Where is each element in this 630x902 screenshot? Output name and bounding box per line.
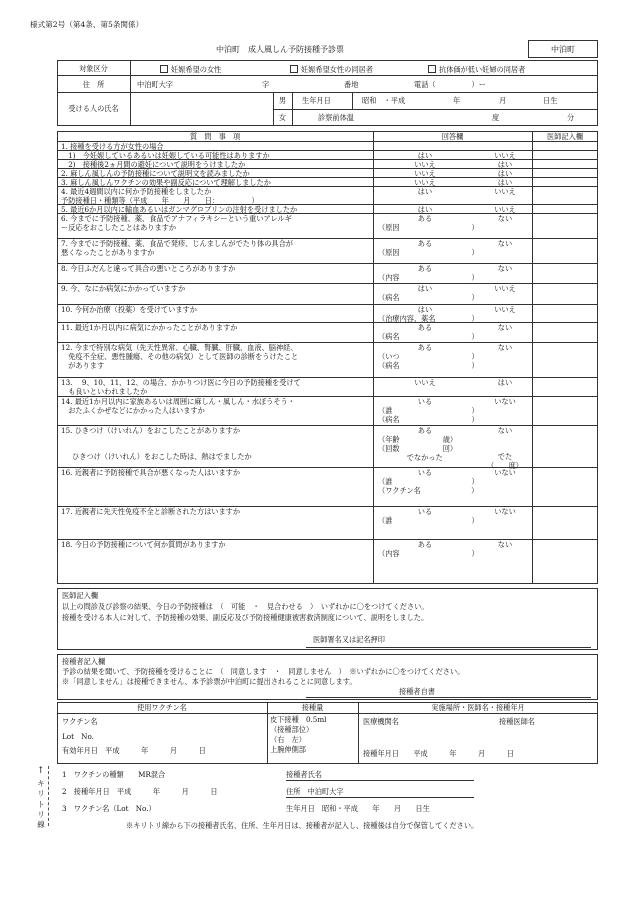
vaccine-site: （接種部位） xyxy=(270,725,314,734)
answer-detail-field[interactable]: （誰 ） xyxy=(378,405,479,415)
answer-detail-field[interactable]: （いつ ） xyxy=(378,351,479,361)
sex-female[interactable]: 女 xyxy=(278,113,287,122)
vaccine-institution: 医療機関名 xyxy=(363,717,399,726)
answer-detail-field[interactable]: （内容 ） xyxy=(378,548,479,558)
answer-option[interactable]: はい xyxy=(497,177,513,187)
question-text: 13. 9、10、11、12、の場合、かかりつけ医に今日の予防接種を受けて xyxy=(61,377,301,387)
question-text: 5. 最近6か月以内に輸血あるいはガンマグロブリンの注射を受けましたか xyxy=(61,204,298,214)
question-text: 2) 接種後2ヵ月間の避妊について説明をうけましたか xyxy=(61,159,246,169)
answer-detail-field[interactable]: （誰 ） xyxy=(378,515,479,525)
answer-option[interactable]: はい xyxy=(417,304,433,314)
answer-detail-field[interactable]: （病名 ） xyxy=(378,360,479,370)
town-name: 中泊町 xyxy=(551,45,575,54)
stub-vaccine-type: 1 ワクチンの種類 MR混合 xyxy=(62,770,166,779)
question-text: 2. 麻しん風しんの予防接種について説明文を読みましたか xyxy=(61,168,250,178)
question-text: 6. 今までに予防接種、薬、食品でアナフィラキシーという重いアレルギ xyxy=(61,213,292,223)
patient-sign-label: 接種者自書 xyxy=(399,687,435,696)
answer-option[interactable]: いる xyxy=(417,467,433,477)
answer-option[interactable]: いいえ xyxy=(414,177,436,187)
header-answer: 回答欄 xyxy=(441,132,464,141)
vaccine-arm: 上腕伸側部 xyxy=(270,745,306,754)
answer-detail-field[interactable]: （病名 ） xyxy=(378,331,479,341)
question-text: ひきつけ（けいれん）をおこした時は、熱はでましたか xyxy=(72,452,252,461)
answer-detail-field[interactable]: （病名 ） xyxy=(378,414,479,424)
dob-year: 年 xyxy=(453,96,461,105)
patient-title: 接種者記入欄 xyxy=(62,657,106,666)
answer-option[interactable]: ある xyxy=(417,263,433,273)
answer-option[interactable]: ある xyxy=(417,322,433,332)
answer-option[interactable]: いいえ xyxy=(414,377,436,387)
answer-option[interactable]: いる xyxy=(417,396,433,406)
answer-option[interactable]: いいえ xyxy=(414,159,436,169)
question-text: 4. 最近4週間以内に何か予防接種をしましたか xyxy=(61,186,212,196)
person-name-label: 受ける人の氏名 xyxy=(68,104,119,113)
checkbox[interactable] xyxy=(428,65,436,73)
address-town: 中泊町大字 xyxy=(137,80,173,89)
question-text: があります xyxy=(61,360,105,370)
answer-detail-field[interactable]: （回数 回） xyxy=(378,443,458,453)
answer-option[interactable]: はい xyxy=(497,159,513,169)
answer-option[interactable]: はい xyxy=(417,150,433,160)
question-text: 16. 近親者に予防接種で具合が悪くなった人はいますか xyxy=(61,467,241,477)
answer-option[interactable]: はい xyxy=(417,204,433,214)
vaccine-name: ワクチン名 xyxy=(62,717,98,726)
cut-line-label: キリトリ線 xyxy=(37,779,45,829)
question-text: 12. 今まで特別な病気（先天性異常、心臓、腎臓、肝臓、血液、脳神経、 xyxy=(61,342,298,352)
answer-option[interactable]: ない xyxy=(497,342,513,352)
subject-opt2-label: 妊娠希望女性の同居者 xyxy=(301,65,373,74)
cut-arrow-icon: ↑ xyxy=(37,766,45,776)
question-text: 3. 麻しん風しんワクチンの効果や副反応について理解しましたか xyxy=(61,177,271,187)
answer-detail-field[interactable]: （原因 ） xyxy=(378,247,479,257)
vaccine-expiry: 有効年月日 平成 年 月 日 xyxy=(62,746,206,755)
vaccine-dose: 皮下接種 0.5ml xyxy=(270,715,327,724)
answer-option[interactable]: ない xyxy=(497,539,513,549)
answer-option[interactable]: ない xyxy=(497,238,513,248)
address-label: 住 所 xyxy=(82,80,105,89)
question-text: 7. 今までに予防接種、薬、食品で発疹、じんましんがでたり体の具合が xyxy=(61,238,293,248)
subject-label: 対象区分 xyxy=(79,64,108,73)
answer-option[interactable]: ある xyxy=(417,425,433,435)
answer-detail-field[interactable]: （治療内容、薬名 ） xyxy=(378,313,479,323)
doctor-sign-label: 医師署名又は記名押印 xyxy=(313,635,385,644)
form-code: 様式第2号（第4条、第5条関係） xyxy=(30,20,144,29)
answer-option[interactable]: ない xyxy=(497,213,513,223)
answer-detail-field[interactable]: （内容 ） xyxy=(378,272,479,282)
answer-detail-field[interactable]: でなかった xyxy=(378,452,443,462)
dob-day: 日生 xyxy=(543,96,558,105)
answer-detail-field[interactable]: （誰 ） xyxy=(378,476,479,486)
question-text: 14. 最近1か月以内に家族あるいは周囲に麻しん・風しん・水ぼうそう・ xyxy=(61,396,295,406)
stub-address: 住所 中泊町大字 xyxy=(286,787,344,796)
subject-opt1-label: 妊娠希望の女性 xyxy=(171,65,222,74)
patient-consent[interactable]: 予診の結果を聞いて、予防接種を受けることに （ 同意します ・ 同意しません ） ※いずれかに〇をつけてください。 xyxy=(62,667,465,676)
question-text: 免疫不全症、悪性腫瘍、その他の病気）として医師の診断をうけたこと xyxy=(61,351,299,361)
vaccine-header-name: 使用ワクチン名 xyxy=(137,703,187,712)
answer-option[interactable]: いる xyxy=(417,506,433,516)
answer-option[interactable]: いいえ xyxy=(494,150,516,160)
answer-option[interactable]: いない xyxy=(494,506,516,516)
question-text: も良いといわれましたか xyxy=(61,386,148,396)
patient-note: ※「同意しません」は接種できません、本予診票が中泊町に提出されることに同意します。 xyxy=(62,677,357,686)
address-tel: 電話（ ）ー xyxy=(414,80,486,89)
temp-label: 診察前体温 xyxy=(318,113,354,122)
dob-month: 月 xyxy=(499,96,507,105)
sex-male[interactable]: 男 xyxy=(278,96,287,105)
question-text: 1) 今妊娠しているあるいは妊娠している可能性はありますか xyxy=(61,150,270,160)
answer-option[interactable]: でた xyxy=(497,452,513,461)
temp-min: 分 xyxy=(567,113,575,122)
answer-detail-field[interactable]: （ 度） xyxy=(487,461,523,470)
temp-deg: 度 xyxy=(492,113,500,122)
checkbox[interactable] xyxy=(160,65,168,73)
question-text: 9. 今、なにか病気にかかっていますか xyxy=(61,283,186,293)
vaccine-lot: Lot No. xyxy=(62,732,94,741)
doctor-explained: 接種を受ける本人に対して、予防接種の効果、副反応及び予防接種健康被害救済制度について、説明をしました。 xyxy=(62,613,429,622)
stub-date: 2 接種年月日 平成 年 月 日 xyxy=(62,787,218,796)
answer-option[interactable]: いいえ xyxy=(494,283,516,293)
question-text: 8. 今日ふだんと違って具合の悪いところがありますか xyxy=(61,263,236,273)
stub-name: 接種者氏名 xyxy=(286,770,322,779)
subject-opt3[interactable] xyxy=(428,65,525,74)
question-text: おたふくかぜなどにかかった人はいますか xyxy=(61,405,205,415)
answer-detail-field[interactable]: （年齢 歳） xyxy=(378,434,458,444)
answer-option[interactable]: ある xyxy=(417,342,433,352)
doctor-title: 医師記入欄 xyxy=(62,591,98,600)
address-aza: 字 xyxy=(262,80,270,89)
answer-option[interactable]: はい xyxy=(417,283,433,293)
doctor-judgement[interactable]: 以上の問診及び診察の結果、今日の予防接種は （ 可能 ・ 見合わせる ） いずれかに〇をつけてください。 xyxy=(62,602,429,611)
answer-option[interactable]: ある xyxy=(417,213,433,223)
stub-dob: 生年月日 昭和・平成 年 月 日生 xyxy=(286,804,430,813)
answer-detail-field[interactable]: （病名 ） xyxy=(378,292,479,302)
checkbox[interactable] xyxy=(290,65,298,73)
answer-option[interactable]: ある xyxy=(417,238,433,248)
answer-option[interactable]: いいえ xyxy=(494,204,516,214)
header-question: 質 問 事 項 xyxy=(189,132,241,141)
answer-option[interactable]: いいえ xyxy=(494,186,516,196)
answer-option[interactable]: はい xyxy=(497,168,513,178)
question-text: 18. 今日の予防接種について何か質問がありますか xyxy=(61,539,226,549)
subject-opt3-label: 抗体価が低い妊婦の同居者 xyxy=(439,65,526,74)
question-text: 予防接種日・種類等（平成 年 月 日： ） xyxy=(61,195,259,205)
answer-detail-field[interactable]: （ワクチン名 ） xyxy=(378,485,479,495)
answer-option[interactable]: ない xyxy=(497,322,513,332)
vaccine-date: 接種年月日 平成 年 月 日 xyxy=(363,749,514,758)
question-text: 悪くなったことがありますか xyxy=(61,247,155,257)
address-banchi: 番地 xyxy=(344,80,359,89)
answer-option[interactable]: ある xyxy=(417,539,433,549)
stub-lot: 3 ワクチン名（Lot No.） xyxy=(62,804,156,813)
answer-option[interactable]: いない xyxy=(494,467,516,477)
answer-option[interactable]: いいえ xyxy=(494,304,516,314)
answer-option[interactable]: いいえ xyxy=(414,168,436,178)
question-text: ー反応をおこしたことはありますか xyxy=(61,222,177,232)
vaccine-header-dose: 接種量 xyxy=(301,703,324,712)
dob-label: 生年月日 xyxy=(302,96,331,105)
answer-option[interactable]: ない xyxy=(497,425,513,435)
form-title: 中泊町 成人風しん予防接種予診票 xyxy=(216,45,344,54)
vaccine-side[interactable]: （右 左） xyxy=(270,735,306,744)
answer-option[interactable]: はい xyxy=(497,377,513,387)
question-text: 1. 接種を受ける方が女性の場合 xyxy=(61,141,164,151)
header-doctor: 医師記入欄 xyxy=(547,132,583,141)
question-text: 11. 最近1か月以内に病気にかかったことがありますか xyxy=(61,322,238,332)
question-text: 17. 近親者に先天性免疫不全と診断された方はいますか xyxy=(61,506,241,516)
stub-note: ※キリトリ線から下の接種者氏名、住所、生年月日は、接種者が記入し、接種後は自分で保管してください。 xyxy=(126,821,479,830)
answer-detail-field[interactable]: （原因 ） xyxy=(378,222,479,232)
subject-opt1[interactable] xyxy=(160,65,221,74)
subject-opt2[interactable] xyxy=(290,65,373,74)
question-text: 15. ひきつけ（けいれん）をおこしたことがありますか xyxy=(61,425,241,435)
answer-option[interactable]: はい xyxy=(417,186,433,196)
answer-option[interactable]: ない xyxy=(497,263,513,273)
question-text: 10. 今何か治療（投薬）を受けていますか xyxy=(61,304,197,314)
answer-option[interactable]: いない xyxy=(494,396,516,406)
vaccine-doctor: 接種医師名 xyxy=(499,717,535,726)
dob-era: 昭和 ・平成 xyxy=(362,96,406,105)
vaccine-header-place: 実施場所・医師名・接種年月 xyxy=(431,703,525,712)
